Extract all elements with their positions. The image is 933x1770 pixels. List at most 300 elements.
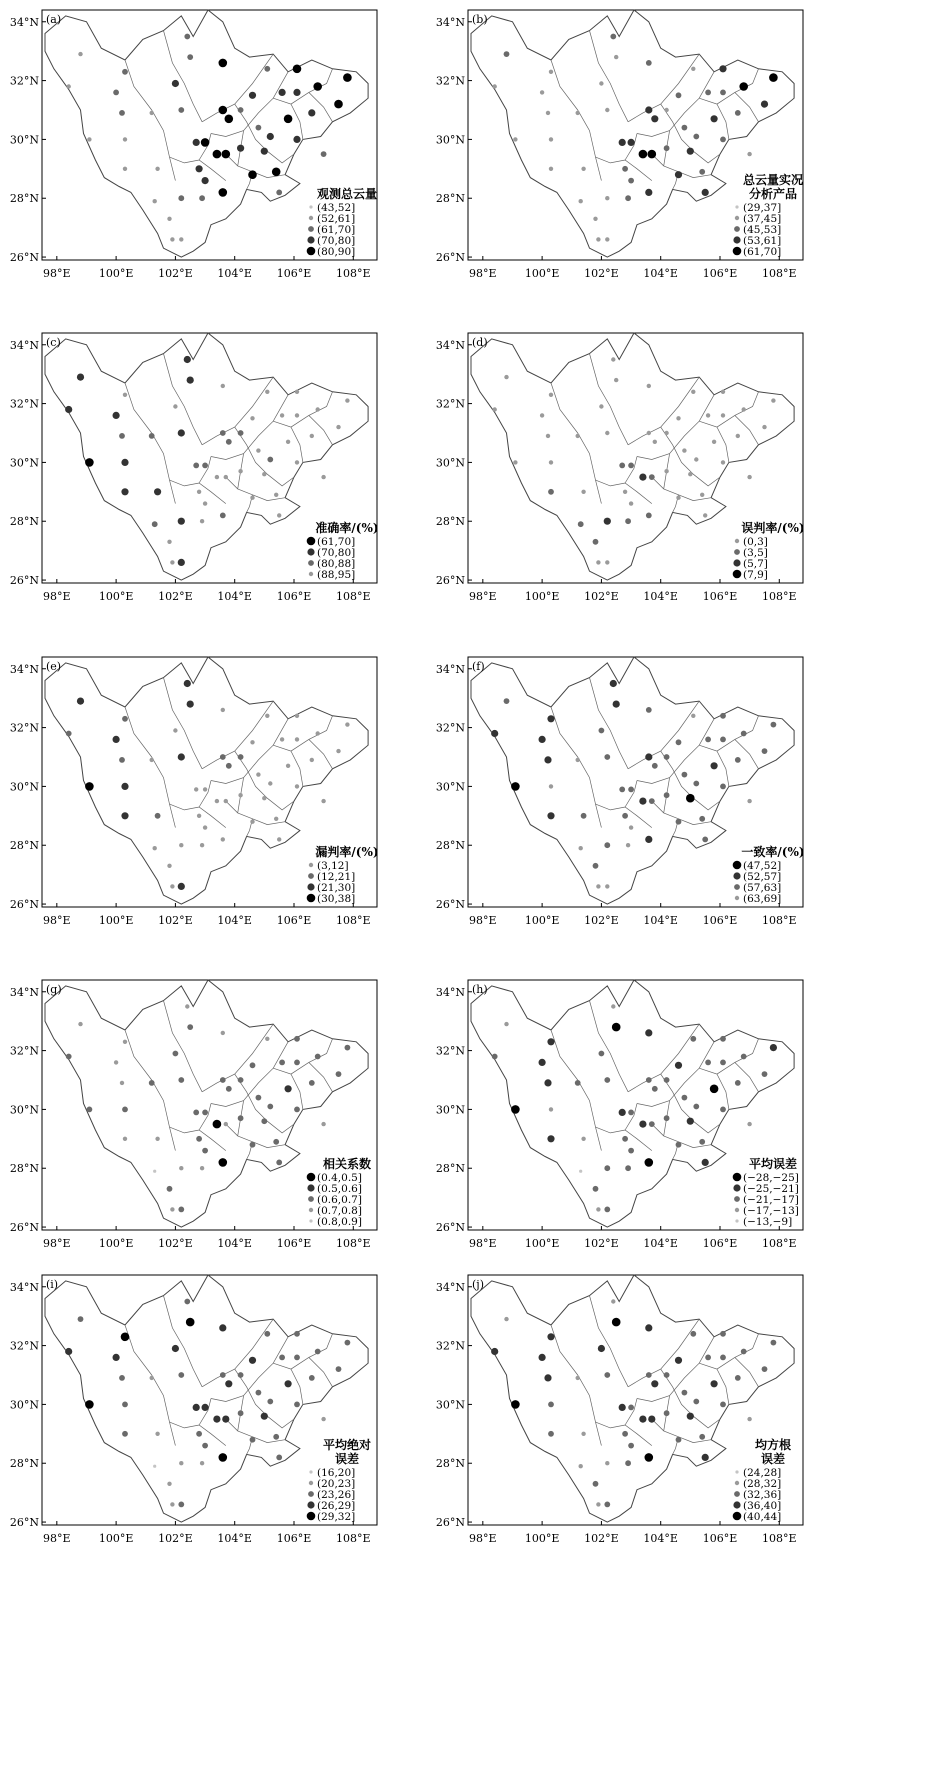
station-dot bbox=[664, 754, 670, 760]
station-dot bbox=[614, 378, 618, 382]
legend-title: 平均绝对 bbox=[322, 1438, 372, 1452]
station-dot bbox=[149, 433, 155, 439]
lat-tick-label: 32°N bbox=[435, 397, 465, 411]
map-panel-h bbox=[436, 980, 803, 1250]
station-dot bbox=[220, 430, 226, 436]
legend-dot bbox=[307, 236, 314, 243]
station-dot bbox=[113, 90, 119, 96]
station-dot bbox=[619, 1109, 626, 1116]
station-dot bbox=[544, 1374, 551, 1381]
lon-tick-label: 100°E bbox=[98, 590, 134, 603]
station-dot bbox=[612, 1318, 621, 1327]
station-dot bbox=[548, 1431, 554, 1437]
station-dot bbox=[167, 864, 171, 868]
station-dot bbox=[653, 440, 657, 444]
station-dot bbox=[581, 1432, 585, 1436]
station-dot bbox=[167, 217, 171, 221]
legend-title: 误差 bbox=[760, 1452, 786, 1466]
lon-tick-label: 98°E bbox=[43, 914, 71, 927]
legend-label: (0.7,0.8] bbox=[317, 1205, 362, 1217]
station-dot bbox=[693, 134, 699, 140]
legend-dot bbox=[309, 1470, 312, 1473]
station-dot bbox=[604, 518, 611, 525]
station-dot bbox=[309, 1080, 315, 1086]
station-dot bbox=[648, 1416, 655, 1423]
station-dot bbox=[114, 1060, 118, 1064]
legend-dot bbox=[734, 1196, 740, 1202]
lon-tick-label: 104°E bbox=[643, 1237, 678, 1250]
station-dot bbox=[705, 1355, 711, 1361]
station-dot bbox=[321, 475, 325, 479]
station-dot bbox=[293, 89, 300, 96]
lat-tick-label: 32°N bbox=[435, 721, 465, 735]
station-dot bbox=[645, 753, 652, 760]
station-dot bbox=[579, 1464, 583, 1468]
station-dot bbox=[628, 178, 634, 184]
station-dot bbox=[619, 1404, 626, 1411]
legend-label: (0,3] bbox=[743, 536, 768, 548]
station-dot bbox=[682, 1390, 688, 1396]
map-panel-j bbox=[436, 1275, 803, 1545]
station-dot bbox=[220, 513, 226, 519]
station-dot bbox=[178, 1372, 184, 1378]
station-dot bbox=[264, 1331, 270, 1337]
station-dot bbox=[272, 168, 281, 177]
legend-label: (26,29] bbox=[317, 1500, 356, 1512]
station-dot bbox=[504, 375, 508, 379]
station-dot bbox=[150, 758, 154, 762]
station-dot bbox=[149, 1080, 155, 1086]
station-dot bbox=[167, 1186, 173, 1192]
station-dot bbox=[200, 843, 204, 847]
station-dot bbox=[549, 784, 553, 788]
station-dot bbox=[491, 1348, 498, 1355]
legend-title: 相关系数 bbox=[322, 1157, 372, 1171]
station-dot bbox=[646, 707, 652, 713]
station-dot bbox=[687, 1118, 694, 1125]
station-dot bbox=[67, 84, 71, 88]
station-dot bbox=[173, 728, 177, 732]
station-dot bbox=[238, 793, 242, 797]
station-dot bbox=[185, 1004, 189, 1008]
station-dot bbox=[262, 796, 266, 800]
station-dot bbox=[178, 559, 185, 566]
station-dot bbox=[273, 1434, 279, 1440]
station-dot bbox=[267, 133, 274, 140]
lat-tick-label: 34°N bbox=[435, 1280, 465, 1294]
lat-tick-label: 32°N bbox=[9, 721, 39, 735]
station-dot bbox=[611, 1004, 615, 1008]
station-dot bbox=[711, 762, 718, 769]
station-dot bbox=[85, 1400, 94, 1409]
station-dot bbox=[596, 1502, 600, 1506]
lon-tick-label: 98°E bbox=[469, 1237, 497, 1250]
legend-label: (0.5,0.6] bbox=[317, 1183, 362, 1195]
station-dot bbox=[77, 698, 84, 705]
station-dot bbox=[682, 448, 686, 452]
station-dot bbox=[203, 825, 207, 829]
legend-label: (61,70] bbox=[743, 246, 782, 258]
legend-title: 分析产品 bbox=[748, 187, 798, 201]
station-dot bbox=[721, 390, 725, 394]
legend-title: 均方根 bbox=[754, 1438, 792, 1452]
station-dot bbox=[178, 753, 185, 760]
lon-tick-label: 98°E bbox=[469, 1532, 497, 1545]
station-dot bbox=[742, 407, 746, 411]
station-dot bbox=[66, 1054, 72, 1060]
legend-dot bbox=[733, 1173, 742, 1182]
station-dot bbox=[184, 34, 190, 40]
lon-tick-label: 106°E bbox=[276, 267, 312, 280]
station-dot bbox=[693, 1104, 699, 1110]
station-dot bbox=[285, 1085, 292, 1092]
legend-dot bbox=[307, 1184, 314, 1191]
station-dot bbox=[193, 1404, 200, 1411]
legend-label: (63,69] bbox=[743, 893, 782, 905]
lat-tick-label: 26°N bbox=[9, 898, 39, 912]
lon-tick-label: 100°E bbox=[98, 267, 134, 280]
lon-tick-label: 100°E bbox=[98, 914, 134, 927]
station-dot bbox=[194, 787, 198, 791]
station-dot bbox=[170, 884, 174, 888]
lat-tick-label: 30°N bbox=[9, 780, 39, 794]
lat-tick-label: 26°N bbox=[435, 251, 465, 265]
station-dot bbox=[491, 730, 498, 737]
legend-label: (61,70] bbox=[317, 536, 356, 548]
station-dot bbox=[219, 1453, 228, 1462]
station-dot bbox=[121, 459, 128, 466]
station-dot bbox=[547, 812, 554, 819]
legend-label: (0.4,0.5] bbox=[317, 1172, 362, 1184]
lon-tick-label: 100°E bbox=[98, 1532, 134, 1545]
station-dot bbox=[238, 469, 242, 473]
station-dot bbox=[276, 1160, 282, 1166]
station-dot bbox=[238, 1410, 244, 1416]
station-dot bbox=[295, 737, 299, 741]
lon-tick-label: 102°E bbox=[158, 267, 193, 280]
station-dot bbox=[120, 1081, 124, 1085]
station-dot bbox=[581, 813, 587, 819]
station-dot bbox=[628, 139, 635, 146]
station-dot bbox=[178, 518, 185, 525]
station-dot bbox=[625, 195, 631, 201]
lat-tick-label: 32°N bbox=[435, 1339, 465, 1353]
station-dot bbox=[493, 407, 497, 411]
station-dot bbox=[265, 1037, 269, 1041]
station-dot bbox=[702, 1159, 709, 1166]
legend-dot bbox=[733, 1512, 742, 1521]
lon-tick-label: 98°E bbox=[43, 1237, 71, 1250]
legend-dot bbox=[735, 205, 738, 208]
station-dot bbox=[581, 1137, 585, 1141]
station-dot bbox=[619, 787, 625, 793]
lat-tick-label: 34°N bbox=[9, 338, 39, 352]
lon-tick-label: 102°E bbox=[158, 1532, 193, 1545]
station-dot bbox=[626, 843, 630, 847]
legend-dot bbox=[308, 560, 314, 566]
station-dot bbox=[261, 1118, 267, 1124]
station-dot bbox=[705, 90, 711, 96]
lat-tick-label: 30°N bbox=[435, 456, 465, 470]
station-dot bbox=[321, 1122, 325, 1126]
station-dot bbox=[576, 111, 580, 115]
legend-label: (−25,−21] bbox=[743, 1183, 799, 1195]
lon-tick-label: 106°E bbox=[702, 1532, 738, 1545]
legend-title: 一致率/(%) bbox=[741, 845, 805, 859]
legend-label: (80,88] bbox=[317, 558, 356, 570]
lat-tick-label: 28°N bbox=[9, 515, 39, 529]
legend-label: (40,44] bbox=[743, 1511, 782, 1523]
station-dot bbox=[664, 1115, 670, 1121]
station-dot bbox=[221, 384, 225, 388]
station-dot bbox=[605, 1461, 609, 1465]
lat-tick-label: 28°N bbox=[9, 192, 39, 206]
station-dot bbox=[167, 1482, 171, 1486]
station-dot bbox=[691, 390, 695, 394]
station-dot bbox=[645, 189, 652, 196]
station-dot bbox=[321, 151, 327, 157]
lon-tick-label: 104°E bbox=[217, 590, 252, 603]
lat-tick-label: 32°N bbox=[9, 74, 39, 88]
lon-tick-label: 108°E bbox=[762, 590, 797, 603]
station-dot bbox=[193, 139, 200, 146]
station-dot bbox=[286, 764, 290, 768]
station-dot bbox=[675, 1062, 682, 1069]
legend-dot bbox=[309, 1208, 313, 1212]
station-dot bbox=[77, 374, 84, 381]
legend-dot bbox=[307, 1512, 316, 1521]
station-dot bbox=[261, 1413, 268, 1420]
station-dot bbox=[187, 701, 194, 708]
station-dot bbox=[222, 1416, 229, 1423]
station-dot bbox=[682, 125, 688, 131]
station-dot bbox=[310, 434, 314, 438]
station-dot bbox=[78, 1316, 84, 1322]
station-dot bbox=[492, 1054, 498, 1060]
station-dot bbox=[113, 412, 120, 419]
station-dot bbox=[539, 1354, 546, 1361]
legend-dot bbox=[733, 247, 742, 256]
station-dot bbox=[150, 111, 154, 115]
station-dot bbox=[294, 1331, 300, 1337]
station-dot bbox=[202, 1148, 208, 1154]
lon-tick-label: 106°E bbox=[276, 1532, 312, 1545]
station-dot bbox=[549, 393, 553, 397]
station-dot bbox=[294, 1402, 300, 1408]
station-dot bbox=[123, 393, 127, 397]
legend-title: 误判率/(%) bbox=[741, 521, 805, 535]
station-dot bbox=[122, 1431, 128, 1437]
lat-tick-label: 32°N bbox=[435, 74, 465, 88]
station-dot bbox=[596, 1207, 600, 1211]
station-dot bbox=[295, 714, 299, 718]
station-dot bbox=[628, 1148, 634, 1154]
station-dot bbox=[710, 1085, 719, 1094]
lat-tick-label: 32°N bbox=[9, 1044, 39, 1058]
lat-tick-label: 26°N bbox=[435, 1516, 465, 1530]
lat-tick-label: 30°N bbox=[435, 1398, 465, 1412]
legend-label: (61,70] bbox=[317, 224, 356, 236]
station-dot bbox=[693, 781, 699, 787]
station-dot bbox=[596, 560, 600, 564]
station-dot bbox=[741, 1349, 747, 1355]
lat-tick-label: 34°N bbox=[9, 1280, 39, 1294]
lat-tick-label: 30°N bbox=[9, 456, 39, 470]
station-dot bbox=[179, 1461, 183, 1465]
station-dot bbox=[295, 413, 299, 417]
station-dot bbox=[599, 404, 603, 408]
station-dot bbox=[769, 73, 778, 82]
station-dot bbox=[575, 1080, 581, 1086]
station-dot bbox=[345, 722, 349, 726]
station-dot bbox=[121, 488, 128, 495]
station-dot bbox=[202, 177, 209, 184]
station-dot bbox=[639, 474, 646, 481]
station-dot bbox=[547, 1333, 554, 1340]
lon-tick-label: 98°E bbox=[43, 267, 71, 280]
station-dot bbox=[645, 836, 652, 843]
lon-tick-label: 102°E bbox=[584, 1532, 619, 1545]
station-dot bbox=[295, 390, 299, 394]
station-dot bbox=[649, 798, 655, 804]
station-dot bbox=[628, 463, 634, 469]
station-dot bbox=[277, 513, 281, 517]
station-dot bbox=[762, 1071, 768, 1077]
station-dot bbox=[250, 820, 254, 824]
lat-tick-label: 26°N bbox=[9, 574, 39, 588]
station-dot bbox=[721, 460, 725, 464]
station-dot bbox=[604, 842, 610, 848]
station-dot bbox=[694, 457, 698, 461]
station-dot bbox=[720, 1036, 726, 1042]
station-dot bbox=[611, 1299, 615, 1303]
station-dot bbox=[762, 425, 766, 429]
station-dot bbox=[651, 1380, 658, 1387]
station-dot bbox=[599, 1051, 605, 1057]
station-dot bbox=[539, 1059, 546, 1066]
station-dot bbox=[747, 475, 751, 479]
lon-tick-label: 106°E bbox=[702, 267, 738, 280]
legend-label: (0.6,0.7] bbox=[317, 1194, 362, 1206]
lon-tick-label: 104°E bbox=[643, 590, 678, 603]
lon-tick-label: 104°E bbox=[643, 267, 678, 280]
station-dot bbox=[66, 731, 72, 737]
station-dot bbox=[123, 1137, 127, 1141]
station-dot bbox=[203, 501, 207, 505]
station-dot bbox=[121, 1333, 130, 1342]
station-dot bbox=[625, 1460, 631, 1466]
legend-label: (29,37] bbox=[743, 202, 782, 214]
station-dot bbox=[343, 73, 352, 82]
station-dot bbox=[675, 1357, 682, 1364]
legend-label: (70,80] bbox=[317, 547, 356, 559]
station-dot bbox=[284, 115, 293, 124]
station-dot bbox=[676, 819, 682, 825]
station-dot bbox=[705, 737, 711, 743]
station-dot bbox=[197, 814, 201, 818]
station-dot bbox=[220, 1372, 226, 1378]
station-dot bbox=[178, 107, 184, 113]
lon-tick-label: 104°E bbox=[217, 914, 252, 927]
station-dot bbox=[549, 70, 553, 74]
panel-tag: (f) bbox=[472, 660, 485, 673]
station-dot bbox=[664, 469, 668, 473]
legend-label: (3,12] bbox=[317, 860, 349, 872]
station-dot bbox=[735, 1080, 741, 1086]
station-dot bbox=[155, 167, 159, 171]
station-dot bbox=[187, 377, 194, 384]
legend-label: (7,9] bbox=[743, 569, 768, 581]
station-dot bbox=[170, 1207, 174, 1211]
lon-tick-label: 102°E bbox=[584, 267, 619, 280]
lon-tick-label: 100°E bbox=[524, 267, 560, 280]
station-dot bbox=[581, 490, 585, 494]
station-dot bbox=[256, 1390, 262, 1396]
legend-dot bbox=[308, 873, 314, 879]
station-dot bbox=[268, 781, 272, 785]
lat-tick-label: 28°N bbox=[9, 839, 39, 853]
station-dot bbox=[736, 434, 740, 438]
legend-dot bbox=[309, 863, 313, 867]
station-dot bbox=[293, 136, 300, 143]
legend-dot bbox=[307, 894, 316, 903]
station-dot bbox=[676, 1437, 682, 1443]
station-dot bbox=[720, 737, 726, 743]
station-dot bbox=[547, 1135, 554, 1142]
panel-tag: (g) bbox=[46, 983, 62, 996]
station-dot bbox=[613, 701, 620, 708]
station-dot bbox=[178, 1502, 184, 1508]
station-dot bbox=[741, 1054, 747, 1060]
station-dot bbox=[705, 1060, 711, 1066]
station-dot bbox=[762, 748, 768, 754]
station-dot bbox=[639, 1416, 646, 1423]
station-dot bbox=[334, 100, 343, 109]
station-dot bbox=[345, 1340, 351, 1346]
station-dot bbox=[215, 475, 219, 479]
station-dot bbox=[605, 196, 609, 200]
lat-tick-label: 32°N bbox=[435, 1044, 465, 1058]
lon-tick-label: 102°E bbox=[158, 914, 193, 927]
station-dot bbox=[221, 837, 225, 841]
station-dot bbox=[504, 1317, 508, 1321]
station-dot bbox=[647, 431, 651, 435]
station-dot bbox=[172, 80, 179, 87]
station-dot bbox=[702, 837, 708, 843]
lon-tick-label: 108°E bbox=[336, 1237, 371, 1250]
station-dot bbox=[646, 1077, 652, 1083]
station-dot bbox=[219, 188, 228, 197]
legend-dot bbox=[307, 883, 314, 890]
station-dot bbox=[154, 488, 161, 495]
station-dot bbox=[186, 1318, 195, 1327]
lat-tick-label: 28°N bbox=[435, 192, 465, 206]
legend-dot bbox=[307, 1173, 316, 1182]
station-dot bbox=[213, 1416, 220, 1423]
station-dot bbox=[686, 794, 695, 803]
station-dot bbox=[250, 416, 254, 420]
station-dot bbox=[646, 513, 652, 519]
station-dot bbox=[720, 1107, 726, 1113]
station-dot bbox=[178, 1207, 184, 1213]
station-dot bbox=[238, 1372, 244, 1378]
legend-label: (80,90] bbox=[317, 246, 356, 258]
station-dot bbox=[676, 739, 682, 745]
legend-title: 准确率/(%) bbox=[315, 521, 379, 535]
station-dot bbox=[549, 167, 553, 171]
map-panel-e bbox=[10, 657, 379, 927]
station-dot bbox=[770, 1044, 777, 1051]
